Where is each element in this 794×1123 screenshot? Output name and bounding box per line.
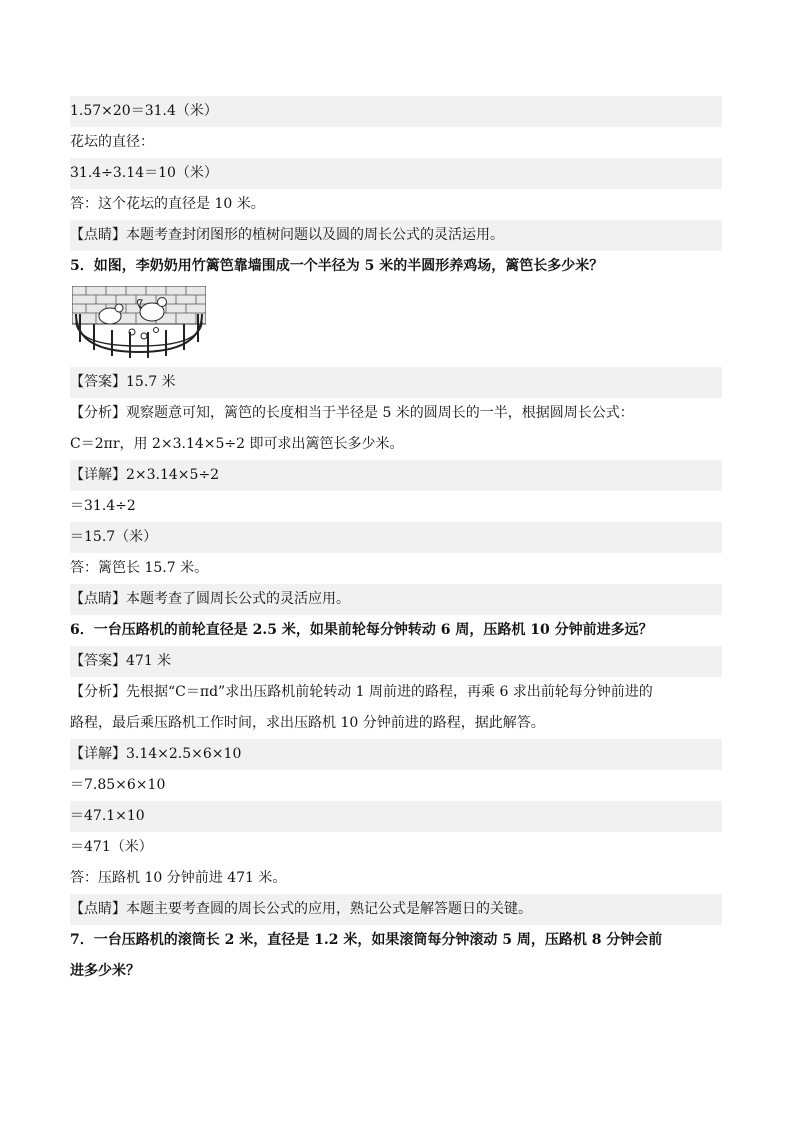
question-5: 5．如图，李奶奶用竹篱笆靠墙围成一个半径为 5 米的半圆形养鸡场，篱笆长多少米？: [70, 258, 604, 274]
line-21: ＝471（米）: [70, 839, 153, 855]
line-9: 【详解】2×3.14×5÷2: [70, 460, 722, 491]
line-3: 答：这个花坛的直径是 10 米。: [70, 196, 265, 212]
line-13: 【点睛】本题考查了圆周长公式的灵活应用。: [70, 584, 722, 615]
question-7-cont: 进多少米？: [70, 963, 140, 979]
line-17: 路程，最后乘压路机工作时间，求出压路机 10 分钟前进的路程，据此解答。: [70, 715, 545, 731]
line-23: 【点睛】本题主要考查圆的周长公式的应用，熟记公式是解答题日的关键。: [70, 894, 722, 925]
line-16: 【分析】先根据“C＝πd”求出压路机前轮转动 1 周前进的路程，再乘 6 求出前轮每分钟前进的: [70, 684, 653, 700]
line-1: 花坛的直径：: [70, 134, 154, 150]
line-19: ＝7.85×6×10: [70, 777, 166, 793]
line-11: ＝15.7（米）: [70, 522, 722, 553]
line-18: 【详解】3.14×2.5×6×10: [70, 739, 722, 770]
line-7: 【分析】观察题意可知，篱笆的长度相当于半径是 5 米的圆周长的一半，根据圆周长公式：: [70, 405, 634, 421]
line-20: ＝47.1×10: [70, 801, 722, 832]
line-15: 【答案】471 米: [70, 646, 722, 677]
question-6: 6．一台压路机的前轮直径是 2.5 米，如果前轮每分钟转动 6 周，压路机 10 分钟前进多远？: [70, 622, 653, 638]
line-22: 答：压路机 10 分钟前进 471 米。: [70, 870, 287, 886]
line-4: 【点睛】本题考查封闭图形的植树问题以及圆的周长公式的灵活运用。: [70, 220, 722, 251]
line-12: 答：篱笆长 15.7 米。: [70, 560, 209, 576]
line-8: C＝2πr，用 2×3.14×5÷2 即可求出篱笆长多少米。: [70, 436, 404, 452]
line-0: 1.57×20＝31.4（米）: [70, 96, 722, 127]
line-6: 【答案】15.7 米: [70, 367, 722, 398]
chicken-coop-figure: [72, 286, 206, 358]
line-10: ＝31.4÷2: [70, 498, 136, 514]
question-7: 7．一台压路机的滚筒长 2 米，直径是 1.2 米，如果滚筒每分钟滚动 5 周，压路机 8 分钟会前: [70, 932, 663, 948]
line-2: 31.4÷3.14＝10（米）: [70, 158, 722, 189]
